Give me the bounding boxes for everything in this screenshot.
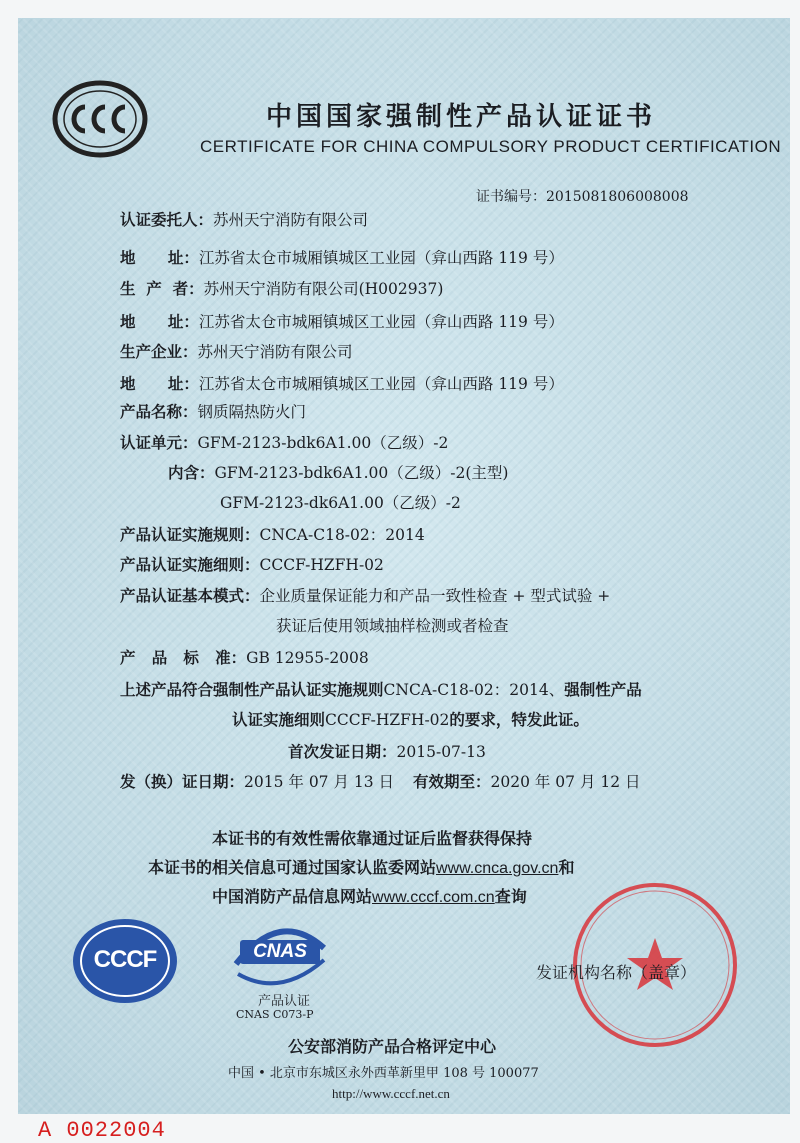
cnas-caption-2: CNAS C073-P <box>236 1008 314 1021</box>
address-label: 地 址： <box>120 248 199 267</box>
address-value: 江苏省太仓市城厢镇城区工业园（弇山西路 119 号） <box>198 375 564 393</box>
contains-label: 内含： <box>168 463 215 482</box>
address-label: 地 址： <box>120 374 199 393</box>
first-issue-label: 首次发证日期： <box>288 742 397 761</box>
statement-text: 认证实施细则 <box>232 710 326 729</box>
statement-line-1 <box>120 678 642 700</box>
manufacturer-row <box>120 277 443 299</box>
certificate-number-label: 证书编号： <box>476 189 546 205</box>
detail-value: CCCF-HZFH-02 <box>259 556 384 574</box>
mode-row <box>120 584 610 606</box>
detail-label: 产品认证实施细则： <box>120 555 260 574</box>
factory-label: 生产企业： <box>120 342 198 361</box>
certificate-title-en: CERTIFICATE FOR CHINA COMPULSORY PRODUCT CERTIFICATION <box>200 137 782 156</box>
notice-text: 查询 <box>494 887 527 906</box>
standard-value: GB 12955-2008 <box>246 649 369 667</box>
valid-until-label: 有效期至： <box>412 772 491 791</box>
issuer-website[interactable]: http://www.cccf.net.cn <box>332 1086 450 1101</box>
serial-number: A 0022004 <box>38 1118 166 1143</box>
statement-text: 强制性产品 <box>564 680 642 699</box>
issuer-address: 中国 • 北京市东城区永外西革新里甲 108 号 100077 <box>228 1066 539 1081</box>
product-row <box>120 400 306 422</box>
cnas-logo <box>228 918 332 990</box>
issue-date-label: 发（换）证日期： <box>120 772 245 791</box>
issue-date-value: 2015 年 07 月 13 日 <box>244 773 395 791</box>
contains-row <box>168 461 508 483</box>
rule-value: CNCA-C18-02：2014 <box>259 526 425 544</box>
first-issue-value: 2015-07-13 <box>396 743 486 761</box>
notice-line-1: 本证书的有效性需依靠通过证后监督获得保持 <box>212 829 533 848</box>
unit-label: 认证单元： <box>120 433 198 452</box>
certificate-title-cn: 中国国家强制性产品认证证书 <box>266 102 657 132</box>
manufacturer-value: 苏州天宁消防有限公司(H002937) <box>203 280 444 298</box>
mode-value-2: 获证后使用领域抽样检测或者检查 <box>276 617 509 635</box>
cnca-link[interactable]: www.cnca.gov.cn <box>436 860 559 877</box>
statement-detail: CCCF-HZFH-02 <box>325 711 450 729</box>
contains-value-2: GFM-2123-dk6A1.00（乙级）-2 <box>220 494 461 512</box>
factory-value: 苏州天宁消防有限公司 <box>197 343 353 361</box>
valid-until-value: 2020 年 07 月 12 日 <box>490 773 641 791</box>
statement-text: 的要求，特发此证。 <box>449 710 589 729</box>
mode-label: 产品认证基本模式： <box>120 586 260 605</box>
notice-line-3 <box>212 884 527 907</box>
cnas-caption-1: 产品认证 <box>258 994 311 1009</box>
first-issue-row <box>288 740 486 762</box>
unit-value: GFM-2123-bdk6A1.00（乙级）-2 <box>197 434 449 452</box>
certificate-number-value: 2015081806008008 <box>546 189 689 205</box>
issue-date-row <box>120 770 641 792</box>
address-row-2 <box>120 310 564 332</box>
rule-row <box>120 523 425 545</box>
unit-row <box>120 431 448 453</box>
contains-row-2 <box>220 491 461 513</box>
product-label: 产品名称： <box>120 402 198 421</box>
address-value: 江苏省太仓市城厢镇城区工业园（弇山西路 119 号） <box>198 249 564 267</box>
cccf-logo <box>72 918 178 1004</box>
factory-row <box>120 340 353 362</box>
contains-value-1: GFM-2123-bdk6A1.00（乙级）-2(主型) <box>214 464 509 482</box>
address-label: 地 址： <box>120 312 199 331</box>
seal-note: 发证机构名称（盖章） <box>536 963 697 982</box>
applicant-value: 苏州天宁消防有限公司 <box>213 211 369 229</box>
cnas-logo-text: CNAS <box>240 940 320 964</box>
issuer-name: 公安部消防产品合格评定中心 <box>288 1037 497 1056</box>
standard-label: 产 品 标 准： <box>120 648 247 667</box>
address-row-3 <box>120 372 564 394</box>
statement-text: 上述产品符合强制性产品认证实施规则 <box>120 680 384 699</box>
cccf-logo-text: CCCF <box>93 946 157 973</box>
applicant-row <box>120 208 368 230</box>
address-row-1 <box>120 246 564 268</box>
notice-line-2 <box>148 855 574 878</box>
ccc-logo-icon <box>52 80 148 158</box>
cccf-link[interactable]: www.cccf.com.cn <box>372 889 495 906</box>
notice-text: 中国消防产品信息网站 <box>212 887 373 906</box>
applicant-label: 认证委托人： <box>120 210 214 229</box>
rule-label: 产品认证实施规则： <box>120 525 260 544</box>
manufacturer-label: 生 产 者： <box>120 279 204 298</box>
mode-value-1: 企业质量保证能力和产品一致性检查 + 型式试验 + <box>259 587 611 605</box>
standard-row <box>120 646 369 668</box>
product-value: 钢质隔热防火门 <box>197 403 307 421</box>
notice-text: 本证书的相关信息可通过国家认监委网站 <box>148 858 437 877</box>
address-value: 江苏省太仓市城厢镇城区工业园（弇山西路 119 号） <box>198 313 564 331</box>
statement-line-2 <box>232 708 589 730</box>
detail-row <box>120 553 384 575</box>
notice-text: 和 <box>558 858 575 877</box>
mode-row-2 <box>276 614 509 636</box>
statement-rule: CNCA-C18-02：2014、 <box>383 681 565 699</box>
certificate-number <box>476 186 689 206</box>
